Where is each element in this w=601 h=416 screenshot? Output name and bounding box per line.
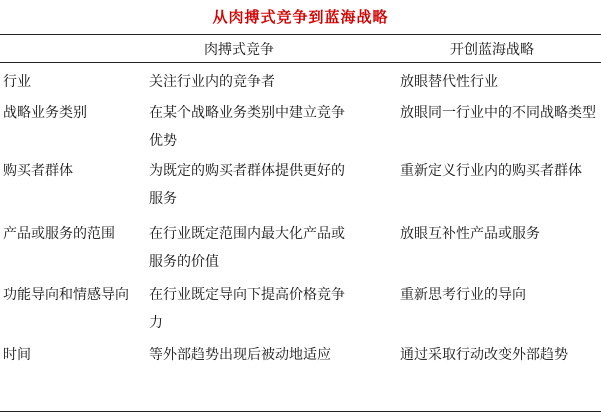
table-row (0, 99, 601, 157)
red-ocean-cell: 在行业既定范围内最大化产品或服务的价值 (149, 226, 345, 270)
blue-ocean-cell: 放眼互补性产品或服务 (400, 226, 540, 242)
row-label: 行业 (3, 74, 31, 90)
red-ocean-cell: 关注行业内的竞争者 (149, 74, 275, 90)
blue-ocean-cell: 通过采取行动改变外部趋势 (400, 347, 568, 363)
blue-ocean-cell: 重新思考行业的导向 (400, 287, 526, 303)
table-row (0, 220, 601, 281)
red-ocean-cell: 为既定的购买者群体提供更好的服务 (149, 163, 345, 207)
blue-ocean-cell: 放眼替代性行业 (400, 74, 498, 90)
red-ocean-cell: 在行业既定导向下提高价格竞争力 (149, 287, 345, 331)
table-row (0, 341, 601, 401)
row-label: 战略业务类别 (3, 105, 87, 121)
table-row (0, 157, 601, 220)
comparison-table-body (0, 68, 601, 401)
header-rule (0, 62, 601, 63)
bottom-rule (0, 411, 601, 412)
blue-ocean-cell: 放眼同一行业中的不同战略类型 (400, 105, 596, 121)
column-header-blue-ocean: 开创蓝海战略 (450, 42, 534, 58)
table-title: 从肉搏式竞争到蓝海战略 (212, 8, 389, 26)
red-ocean-cell: 等外部趋势出现后被动地适应 (149, 347, 331, 363)
row-label: 时间 (3, 347, 31, 363)
blue-ocean-cell: 重新定义行业内的购买者群体 (400, 163, 582, 179)
table-row (0, 68, 601, 99)
row-label: 产品或服务的范围 (3, 226, 115, 242)
row-label: 功能导向和情感导向 (3, 287, 129, 303)
red-ocean-cell: 在某个战略业务类别中建立竞争优势 (149, 105, 345, 149)
top-rule (0, 34, 601, 35)
row-label: 购买者群体 (3, 163, 73, 179)
column-header-red-ocean: 肉搏式竞争 (204, 42, 274, 58)
table-row (0, 281, 601, 341)
